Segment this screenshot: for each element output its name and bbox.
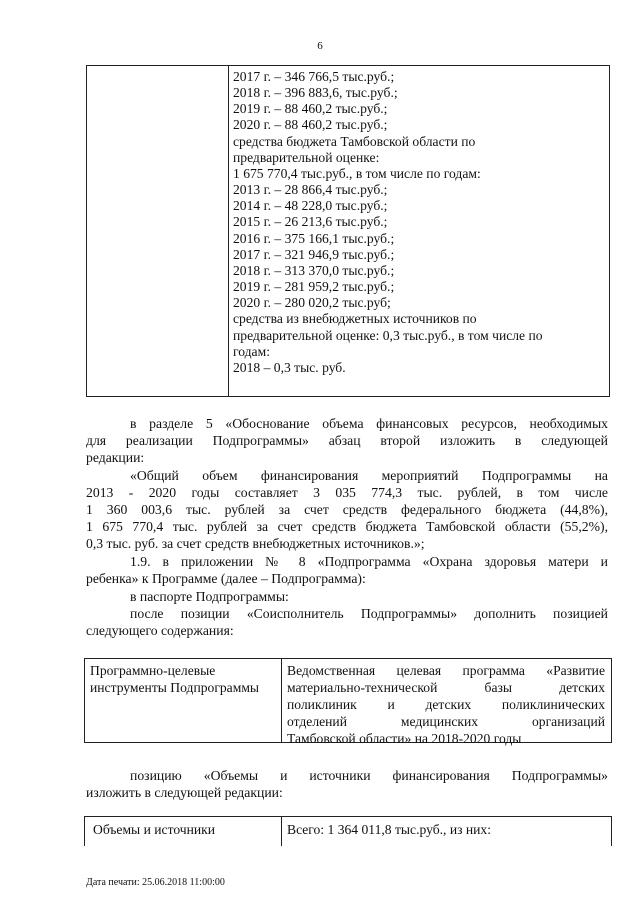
table-value-line: Тамбовской области» на 2018-2020 годы (287, 731, 522, 746)
paragraph-item-1-9 (86, 553, 608, 587)
volumes-sources-table (84, 816, 612, 846)
paragraph-quote (86, 467, 608, 552)
paragraph-line: после позиции «Соисполнитель Подпрограммы» дополнить позицией (130, 606, 608, 621)
funding-line: предварительной оценке: (233, 149, 380, 165)
funding-line: 2020 г. – 88 460,2 тыс.руб.; (233, 117, 388, 133)
program-tools-table (84, 658, 612, 746)
funding-line: 2014 г. – 48 228,0 тыс.руб.; (233, 198, 388, 214)
table-value-line: отделений медицинских организаций (287, 714, 605, 729)
funding-line: 2016 г. – 375 166,1 тыс.руб.; (233, 230, 395, 246)
table-label-line: Программно-целевые (90, 663, 216, 678)
print-date: Дата печати: 25.06.2018 11:00:00 (86, 877, 225, 888)
paragraph-line: 1 675 770,4 тыс. рублей за счет средств бюджета Тамбовской области (55,2%), (86, 519, 608, 535)
paragraph-line: 1.9. в приложении № 8 «Подпрограмма «Охрана здоровья матери и (130, 554, 608, 569)
volumes-sources-label: Объемы и источники (93, 822, 216, 837)
funding-line: 2018 – 0,3 тыс. руб. (233, 359, 346, 375)
table-column-divider (281, 817, 282, 846)
table-column-divider (281, 659, 282, 742)
paragraph-line: ребенка» к Программе (далее – Подпрограмма): (86, 571, 366, 587)
funding-line: 2019 г. – 88 460,2 тыс.руб.; (233, 101, 388, 117)
paragraph-after-position (86, 605, 608, 639)
funding-line: 2018 г. – 313 370,0 тыс.руб.; (233, 262, 395, 278)
funding-line: 2013 г. – 28 866,4 тыс.руб.; (233, 182, 388, 198)
funding-line: 2017 г. – 346 766,5 тыс.руб.; (233, 69, 395, 84)
funding-line: 2017 г. – 321 946,9 тыс.руб.; (233, 246, 395, 262)
funding-table-cell (233, 69, 603, 376)
paragraph-line: редакции: (86, 450, 145, 466)
paragraph-line: 1 360 003,6 тыс. рублей за счет средств федерального бюджета (44,8%), (86, 502, 608, 518)
funding-line: средства бюджета Тамбовской области по (233, 133, 476, 149)
table-label-line: инструменты Подпрограммы (90, 680, 260, 695)
program-tools-value (287, 662, 605, 747)
funding-line: средства из внебюджетных источников по (233, 311, 477, 327)
funding-line: предварительной оценке: 0,3 тыс.руб., в том числе по (233, 327, 543, 343)
funding-line: 2018 г. – 396 883,6, тыс.руб.; (233, 85, 398, 101)
paragraph-line: в паспорте Подпрограммы: (130, 589, 289, 604)
page-number: 6 (317, 40, 323, 52)
paragraph-line: 0,3 тыс. руб. за счет средств внебюджетных источников.»; (86, 536, 425, 552)
program-tools-label (90, 662, 280, 696)
table-value-line: поликлиник и детских поликлинических (287, 697, 605, 712)
funding-line: 2019 г. – 281 959,2 тыс.руб.; (233, 279, 395, 295)
funding-line: 2015 г. – 26 213,6 тыс.руб.; (233, 214, 388, 230)
paragraph-line: для реализации Подпрограммы» абзац второй изложить в следующей (86, 433, 608, 449)
funding-line: 1 675 770,4 тыс.руб., в том числе по годам: (233, 165, 481, 181)
paragraph-passport (130, 588, 289, 605)
table-value-line: Ведомственная целевая программа «Развитие (287, 663, 605, 678)
table-value-line: материально-технической базы детских (287, 680, 605, 695)
funding-line: годам: (233, 343, 270, 359)
paragraph-line: изложить в следующей редакции: (86, 785, 283, 801)
funding-line: 2020 г. – 280 020,2 тыс.руб; (233, 295, 391, 311)
volumes-sources-total: Всего: 1 364 011,8 тыс.руб., из них: (287, 822, 491, 837)
paragraph-line: позицию «Объемы и источники финансирования Подпрограммы» (130, 768, 608, 783)
table-column-divider (228, 66, 229, 396)
paragraph-line: «Общий объем финансирования мероприятий Подпрограммы на (130, 468, 608, 483)
paragraph-line: 2013 - 2020 годы составляет 3 035 774,3 тыс. рублей, в том числе (86, 485, 608, 501)
paragraph-position (86, 767, 608, 801)
paragraph-line: в разделе 5 «Обоснование объема финансовых ресурсов, необходимых (130, 416, 608, 431)
paragraph-line: следующего содержания: (86, 623, 234, 639)
paragraph-section5 (86, 415, 608, 466)
funding-table-continuation (86, 65, 610, 397)
